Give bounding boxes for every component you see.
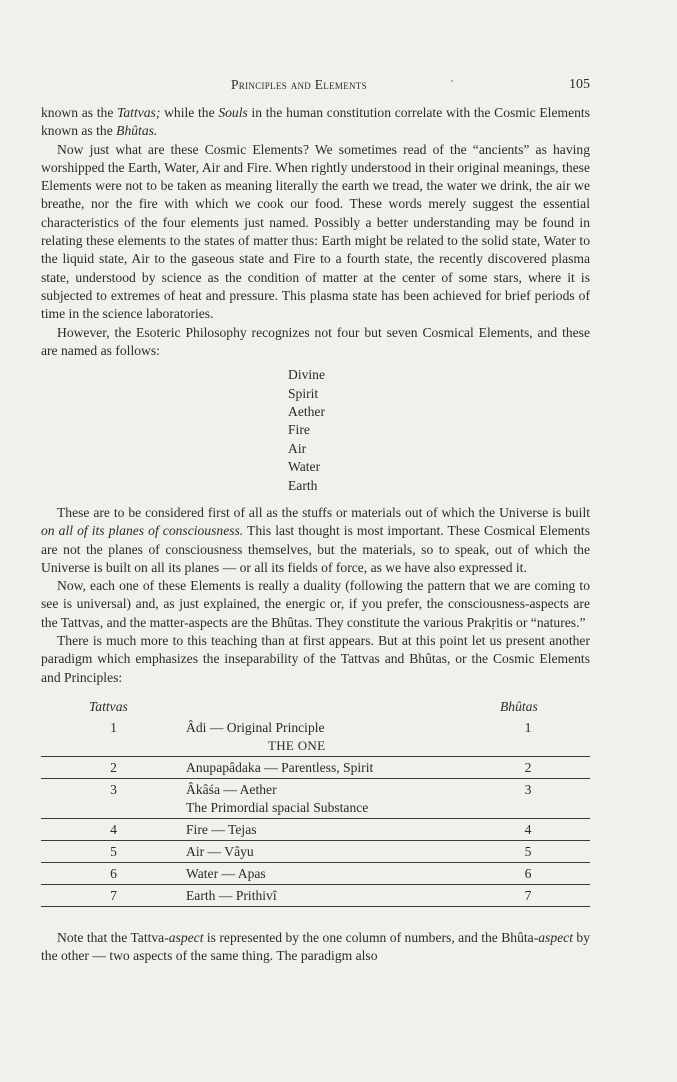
element-name: Âdi — Original Principle THE ONE <box>186 717 466 757</box>
list-item: Earth <box>288 477 318 493</box>
tattva-number: 3 <box>41 778 186 818</box>
paragraph-4: These are to be considered first of all as the stuffs or materials out of which the Universe is built on all of its planes of consciousness. This last thought is most important. These Cosmical Elements are not the planes of consciousness themselves, but the materials, so to speak, out of which the Universe is built on all its planes — or all its fields of force, as we have also expressed it. <box>41 505 590 575</box>
bhuta-number: 3 <box>466 778 590 818</box>
tattva-number: 2 <box>41 756 186 778</box>
tattva-number: 5 <box>41 840 186 862</box>
bhuta-number: 2 <box>466 756 590 778</box>
element-name: Earth — Prithivî <box>186 884 466 906</box>
paragraph-6: There is much more to this teaching than at first appears. But at this point let us present another paradigm which emphasizes the inseparability of the Tattvas and Bhûtas, or the Cosmic Elements and Principles: <box>41 633 590 685</box>
list-item: Fire <box>288 422 310 438</box>
running-title: Principles and Elements <box>231 77 367 92</box>
elements-list <box>41 366 590 495</box>
list-item: Water <box>288 459 321 475</box>
table-row <box>41 840 590 862</box>
body-text <box>41 104 590 966</box>
page-header <box>41 77 590 97</box>
bhuta-number: 1 <box>466 717 590 757</box>
table-row <box>41 717 590 757</box>
list-item: Air <box>288 440 307 456</box>
paradigm-table <box>41 699 590 907</box>
table-row <box>41 884 590 906</box>
list-item: Spirit <box>288 385 319 401</box>
list-item: Divine <box>288 367 325 383</box>
element-name: Air — Vâyu <box>186 840 466 862</box>
list-item: Aether <box>288 403 325 419</box>
paragraph-1: known as the Tattvas; while the Souls in the human constitution correlate with the Cosmic Elements known as the Bhûtas. <box>41 105 590 139</box>
bhutas-heading: Bhûtas <box>500 698 538 714</box>
tattva-number: 1 <box>41 717 186 757</box>
page-number: 105 <box>569 77 590 92</box>
element-name: Fire — Tejas <box>186 818 466 840</box>
tattvas-heading: Tattvas <box>89 698 128 714</box>
table-column-heads <box>41 699 590 717</box>
note-paragraph: Note that the Tattva-aspect is represented by the one column of numbers, and the Bhûta-aspect by the other — two aspects of the same thing. The paradigm also <box>41 929 591 964</box>
paragraph-5: Now, each one of these Elements is really a duality (following the pattern that we are coming to see is universal) and, as just explained, the energic or, if you prefer, the consciousness-aspects are the Tattvas, and the matter-aspects are the Bhûtas. They constitute the various Prakṛitis or “natures.” <box>41 578 590 630</box>
bhuta-number: 4 <box>466 818 590 840</box>
table-row <box>41 862 590 884</box>
tattva-number: 4 <box>41 818 186 840</box>
element-name: Anupapâdaka — Parentless, Spirit <box>186 756 466 778</box>
element-subtitle: The Primordial spacial Substance <box>186 799 369 815</box>
paragraph-2: Now just what are these Cosmic Elements? We sometimes read of the “ancients” as having worshipped the Earth, Water, Air and Fire. When rightly understood in their original meanings, these Elements were not to be taken as meaning literally the earth we tread, the water we drink, the air we breathe, nor the fire with which we cook our food. These words merely suggest the essential characteristics of the four elements just named. Possibly a better understanding may be found in relating these elements to the states of matter thus: Earth might be related to the solid state, Water to the liquid state, Air to the gaseous state and Fire to a fourth state, the recently discovered plasma state, understood by science as the condition of matter at the center of some stars, where it is subjected to extremes of heat and pressure. This plasma state has been achieved for brief periods of time in the science laboratories. <box>41 141 590 322</box>
table-row <box>41 756 590 778</box>
table-row <box>41 818 590 840</box>
element-name: Water — Apas <box>186 862 466 884</box>
element-subtitle: THE ONE <box>268 737 326 753</box>
element-name: Âkâśa — Aether The Primordial spacial Substance <box>186 778 466 818</box>
stray-mark: ' <box>451 79 453 90</box>
bhuta-number: 5 <box>466 840 590 862</box>
elements-table <box>41 717 590 907</box>
tattva-number: 6 <box>41 862 186 884</box>
table-row <box>41 778 590 818</box>
bhuta-number: 6 <box>466 862 590 884</box>
tattva-number: 7 <box>41 884 186 906</box>
bhuta-number: 7 <box>466 884 590 906</box>
paragraph-3: However, the Esoteric Philosophy recognizes not four but seven Cosmical Elements, and these are named as follows: <box>41 324 590 358</box>
